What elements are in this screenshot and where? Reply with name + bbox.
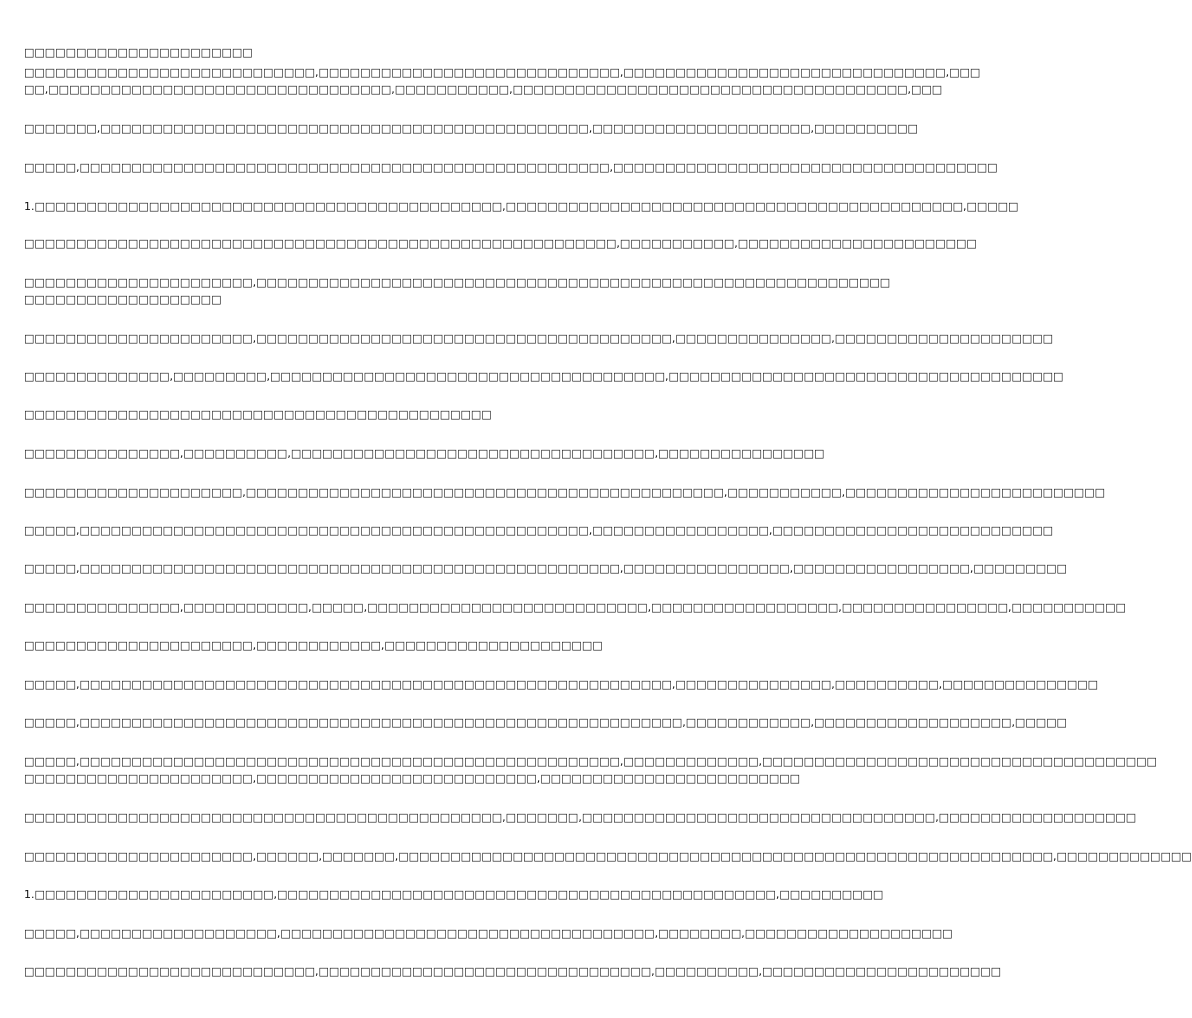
text-line: □□□□□□□□□□□□□□□□□□□□□□,□□□□□□□□□□□□,□□□□□□□□□□□□□□□□□□□□□ [24,639,603,652]
text-line: □□□□□,□□□□□□□□□□□□□□□□□□□□□□□□□□□□□□□□□□□□□□□□□□□□□□□□□□□□,□□□□□□□□□□□□□□□□,□□□□□□□□□□□□□□□□□,□□□□□□□□□ [24,562,1067,575]
list-item: 1.□□□□□□□□□□□□□□□□□□□□□□□□□□□□□□□□□□□□□□□□□□□□□,□□□□□□□□□□□□□□□□□□□□□□□□□□□□□□□□□□□□□□□□□□□□,□□□□□ [24,200,1019,213]
text-line: □□□□□,□□□□□□□□□□□□□□□□□□□□□□□□□□□□□□□□□□□□□□□□□□□□□□□□□□□□,□□□□□□□□□□□□□,□□□□□□□□□□□□□□□□□□□□□□□□□□□□□□□□□□□□□□ [24,755,1157,768]
text-line: □□□□□□□□□□□□□□□□□□□□□□,□□□□□□□□□□□□□□□□□□□□□□□□□□□□□□□□□□□□□□□□□□□□□□□□□□□□□□□□□□□□□ [24,276,891,289]
text-line: □□□□□□□□□□□□□□□□□□□□□□□□□□□□,□□□□□□□□□□□□□□□□□□□□□□□□□□□□□,□□□□□□□□□□□□□□□□□□□□□□□□□□□□□□□,□□□ [24,66,981,79]
text-line: □□□□□,□□□□□□□□□□□□□□□□□□□□□□□□□□□□□□□□□□□□□□□□□□□□□□□□□□□□□□□□□,□□□□□□□□□□□□□□□,□□□□□□□□□□,□□□□□□□□□□□□□□□ [24,678,1099,691]
text-line: □□□□□□□□□□□□□□□□□□□□□,□□□□□□□□□□□□□□□□□□□□□□□□□□□□□□□□□□□□□□□□□□□□□□,□□□□□□□□□□□,□□□□□□□□□□□□□□□□□□□□□□□□□ [24,486,1105,499]
text-line: □□□□□,□□□□□□□□□□□□□□□□□□□□□□□□□□□□□□□□□□□□□□□□□□□□□□□□□□□,□□□□□□□□□□□□□□□□□□□□□□□□□□□□□□□□□□□□□ [24,161,998,174]
text-line: □□□□□□□□□□□□□□□□□□□□□□□□□□□□,□□□□□□□□□□□□□□□□□□□□□□□□□□□□□□□□,□□□□□□□□□□,□□□□□□□□□□□□□□□□□□□□□□□ [24,965,1002,978]
text-line: □□□□□□□□□□□□□□□□□□□□□□ [24,46,253,59]
text-line: □□□□□□□□□□□□□□□□□□□□□□,□□□□□□□□□□□□□□□□□□□□□□□□□□□,□□□□□□□□□□□□□□□□□□□□□□□□□ [24,772,801,785]
text-line: □□□□□□□□□□□□□□□□□□□□□□□□□□□□□□□□□□□□□□□□□□□□□ [24,408,492,421]
text-line: □□□□□,□□□□□□□□□□□□□□□□□□□,□□□□□□□□□□□□□□□□□□□□□□□□□□□□□□□□□□□□,□□□□□□□□,□□□□□□□□□□□□□□□□□□□□ [24,927,953,940]
text-line: □□□□□,□□□□□□□□□□□□□□□□□□□□□□□□□□□□□□□□□□□□□□□□□□□□□□□□□□□□□□□□□□,□□□□□□□□□□□□,□□□□□□□□□□□□□□□□□□□,□□□□□ [24,716,1067,729]
text-line: □□□□□□□□□□□□□□□,□□□□□□□□□□,□□□□□□□□□□□□□□□□□□□□□□□□□□□□□□□□□□□,□□□□□□□□□□□□□□□□ [24,447,825,460]
text-line: □□□□□□□□□□□□□□,□□□□□□□□□,□□□□□□□□□□□□□□□□□□□□□□□□□□□□□□□□□□□□□□,□□□□□□□□□□□□□□□□□□□□□□□□□□□□□□□□□□□□□□ [24,370,1064,383]
text-line: □□□□□□□□□□□□□□□,□□□□□□□□□□□□,□□□□□,□□□□□□□□□□□□□□□□□□□□□□□□□□□,□□□□□□□□□□□□□□□□□□,□□□□□□□□□□□□□□□□,□□□□□□□□□□□ [24,601,1126,614]
text-line: □□□□□□□□□□□□□□□□□□□□□□,□□□□□□,□□□□□□□,□□□□□□□□□□□□□□□□□□□□□□□□□□□□□□□□□□□□□□□□□□□□□□□□□□□□□□□□□□□□□□□,□□□□□□□□□□□□□ [24,850,1192,863]
text-line: □□□□□□□□□□□□□□□□□□□□□□□□□□□□□□□□□□□□□□□□□□□□□□□□□□□□□□□□□,□□□□□□□□□□□,□□□□□□□□□□□□□□□□□□□□□□□ [24,237,977,250]
text-line: □□□□□□□□□□□□□□□□□□□ [24,293,222,306]
text-line: □□□□□□□,□□□□□□□□□□□□□□□□□□□□□□□□□□□□□□□□□□□□□□□□□□□□□□□,□□□□□□□□□□□□□□□□□□□□□,□□□□□□□□□□ [24,122,918,135]
list-item: 1.□□□□□□□□□□□□□□□□□□□□□□□,□□□□□□□□□□□□□□□□□□□□□□□□□□□□□□□□□□□□□□□□□□□□□□□□,□□□□□□□□□□ [24,888,884,901]
text-line: □□□□□□□□□□□□□□□□□□□□□□,□□□□□□□□□□□□□□□□□□□□□□□□□□□□□□□□□□□□□□□□,□□□□□□□□□□□□□□□,□□□□□□□□□□□□□□□□□□□□□ [24,332,1054,345]
text-line: □□□□□□□□□□□□□□□□□□□□□□□□□□□□□□□□□□□□□□□□□□□□□□,□□□□□□□,□□□□□□□□□□□□□□□□□□□□□□□□□□□□□□□□□□,□□□□□□□□□□□□□□□□□□□ [24,811,1137,824]
text-line: □□□□□,□□□□□□□□□□□□□□□□□□□□□□□□□□□□□□□□□□□□□□□□□□□□□□□□□,□□□□□□□□□□□□□□□□□,□□□□□□□□□□□□□□□□□□□□□□□□□□□ [24,524,1054,537]
text-line: □□,□□□□□□□□□□□□□□□□□□□□□□□□□□□□□□□□□,□□□□□□□□□□□,□□□□□□□□□□□□□□□□□□□□□□□□□□□□□□□□□□□□□□,□□□ [24,83,943,96]
